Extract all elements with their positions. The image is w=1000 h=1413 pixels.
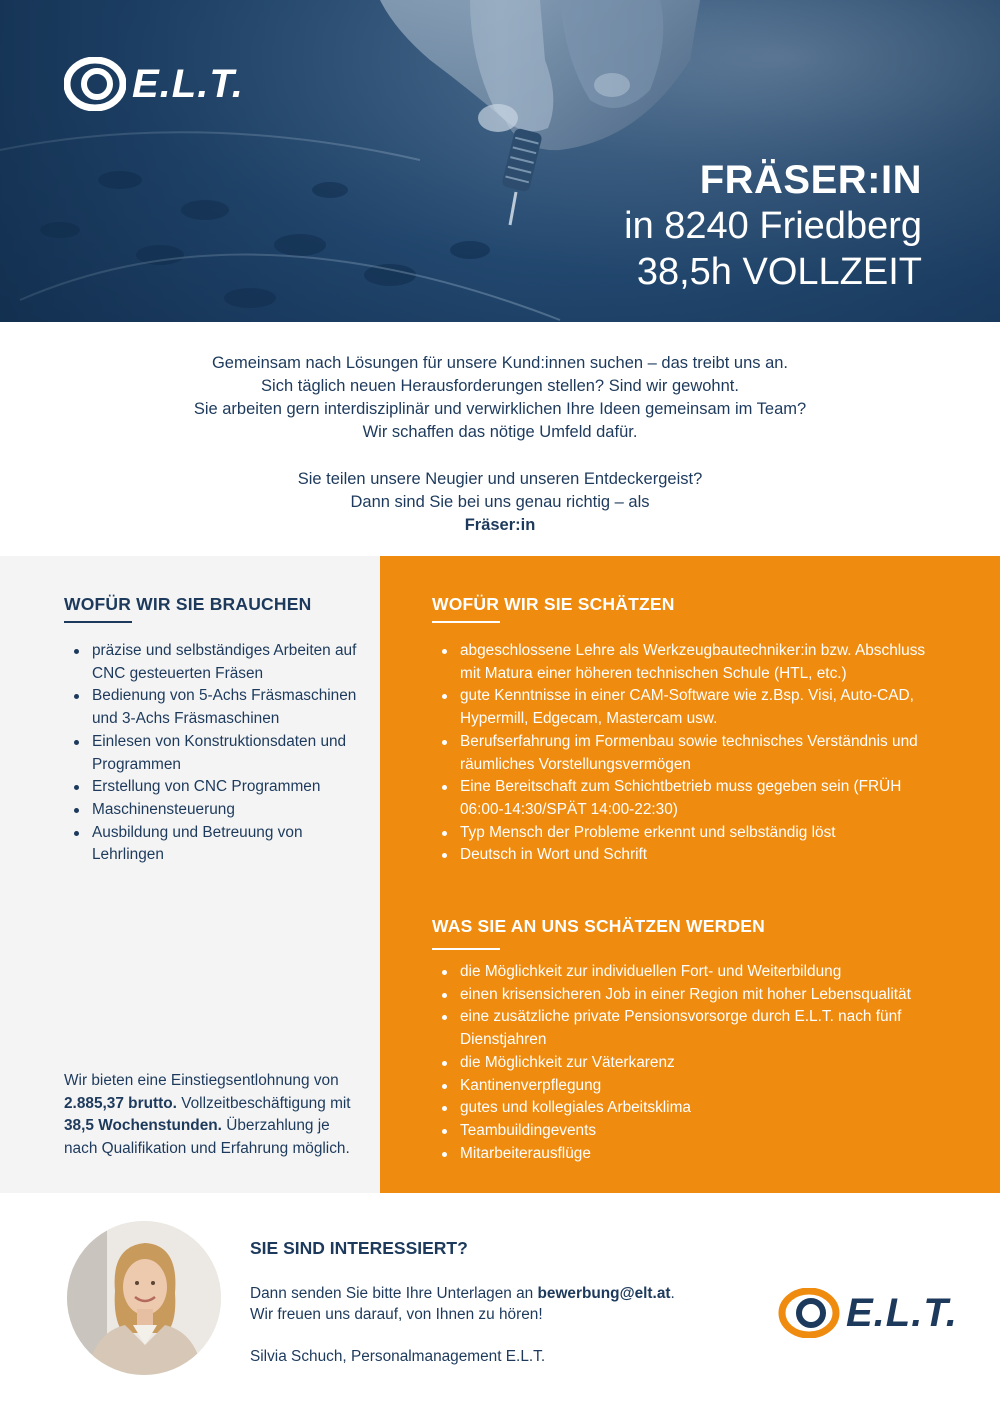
section-heading: WOFÜR WIR SIE SCHÄTZEN bbox=[432, 594, 675, 614]
list-item: Maschinensteuerung bbox=[64, 799, 364, 822]
job-hours: 38,5h VOLLZEIT bbox=[636, 251, 922, 293]
benefits-list bbox=[432, 961, 932, 1165]
list-item: die Möglichkeit zur Väterkarenz bbox=[432, 1052, 932, 1075]
job-title: FRÄSER:IN bbox=[699, 158, 922, 202]
qualifications-panel bbox=[380, 556, 1000, 1193]
salary-hours: 38,5 Wochenstunden. bbox=[64, 1117, 222, 1135]
intro-line: Dann sind Sie bei uns genau richtig – als bbox=[350, 493, 650, 511]
intro-line: Sie teilen unsere Neugier und unseren Entdeckergeist? bbox=[297, 470, 703, 488]
list-item: Erstellung von CNC Programmen bbox=[64, 776, 364, 799]
intro-line: Gemeinsam nach Lösungen für unsere Kund:innen suchen – das treibt uns an. bbox=[211, 354, 789, 372]
list-item: gutes und kollegiales Arbeitsklima bbox=[432, 1097, 932, 1120]
elt-logo-text: E.L.T. bbox=[132, 61, 244, 106]
list-item: Kantinenverpflegung bbox=[432, 1075, 932, 1098]
list-item: Typ Mensch der Probleme erkennt und selbständig löst bbox=[432, 822, 932, 845]
heading-rule bbox=[64, 621, 132, 623]
list-item: präzise und selbständiges Arbeiten auf CNC gesteuerten Fräsen bbox=[64, 640, 364, 685]
list-item: Einlesen von Konstruktionsdaten und Programmen bbox=[64, 731, 364, 776]
list-item: abgeschlossene Lehre als Werkzeugbautechniker:in bzw. Abschluss mit Matura einer höheren technischen Schule (HTL, etc.) bbox=[432, 640, 932, 685]
list-item: Eine Bereitschaft zum Schichtbetrieb muss gegeben sein (FRÜH 06:00-14:30/SPÄT 14:00-22:30) bbox=[432, 776, 932, 821]
intro-line: Sich täglich neuen Herausforderungen stellen? Sind wir gewohnt. bbox=[261, 377, 739, 395]
list-item: Teambuildingevents bbox=[432, 1120, 932, 1143]
contact-text: Dann senden Sie bitte Ihre Unterlagen an bewerbung@elt.at. Wir freuen uns darauf, von Ihnen zu hören! bbox=[250, 1285, 675, 1323]
salary-info: Wir bieten eine Einstiegsentlohnung von 2.885,37 brutto. Vollzeitbeschäftigung mit 38,5 Wochenstunden. Überzahlung je nach Qualifikation und Erfahrung möglich. bbox=[64, 1072, 351, 1158]
list-item: Berufserfahrung im Formenbau sowie technisches Verständnis und räumliches Vorstellungsvermögen bbox=[432, 731, 932, 776]
list-item: Deutsch in Wort und Schrift bbox=[432, 844, 932, 867]
elt-logo bbox=[64, 57, 244, 111]
intro-text bbox=[0, 352, 1000, 537]
elt-ring-icon bbox=[64, 57, 126, 111]
email-link[interactable]: bewerbung@elt.at bbox=[537, 1285, 671, 1302]
section-heading: WAS SIE AN UNS SCHÄTZEN WERDEN bbox=[432, 916, 766, 936]
hero-banner bbox=[0, 0, 1000, 322]
elt-ring-icon bbox=[778, 1288, 840, 1338]
list-item: gute Kenntnisse in einer CAM-Software wie z.Bsp. Visi, Auto-CAD, Hypermill, Edgecam, Mastercam usw. bbox=[432, 685, 932, 730]
contact-signature: Silvia Schuch, Personalmanagement E.L.T. bbox=[250, 1348, 546, 1365]
list-item: Bedienung von 5-Achs Fräsmaschinen und 3-Achs Fräsmaschinen bbox=[64, 685, 364, 730]
person-portrait-icon bbox=[67, 1221, 221, 1375]
contact-heading: SIE SIND INTERESSIERT? bbox=[250, 1238, 468, 1258]
list-item: einen krisensicheren Job in einer Region mit hoher Lebensqualität bbox=[432, 984, 932, 1007]
heading-rule bbox=[432, 621, 500, 623]
elt-logo-text: E.L.T. bbox=[846, 1290, 958, 1335]
intro-role: Fräser:in bbox=[464, 516, 536, 534]
section-heading: WOFÜR WIR SIE BRAUCHEN bbox=[64, 594, 312, 614]
tasks-list bbox=[64, 640, 364, 867]
job-location: in 8240 Friedberg bbox=[624, 205, 922, 247]
qualifications-list bbox=[432, 640, 932, 867]
intro-line: Wir schaffen das nötige Umfeld dafür. bbox=[362, 423, 638, 441]
list-item: Mitarbeiterausflüge bbox=[432, 1143, 932, 1166]
heading-rule bbox=[432, 948, 500, 950]
salary-amount: 2.885,37 brutto. bbox=[64, 1094, 177, 1112]
contact-photo bbox=[67, 1221, 221, 1375]
job-title-block bbox=[624, 157, 922, 295]
list-item: eine zusätzliche private Pensionsvorsorge durch E.L.T. nach fünf Dienstjahren bbox=[432, 1006, 932, 1051]
list-item: Ausbildung und Betreuung von Lehrlingen bbox=[64, 822, 364, 867]
intro-line: Sie arbeiten gern interdisziplinär und verwirklichen Ihre Ideen gemeinsam im Team? bbox=[193, 400, 807, 418]
elt-logo-footer bbox=[778, 1288, 958, 1338]
list-item: die Möglichkeit zur individuellen Fort- und Weiterbildung bbox=[432, 961, 932, 984]
